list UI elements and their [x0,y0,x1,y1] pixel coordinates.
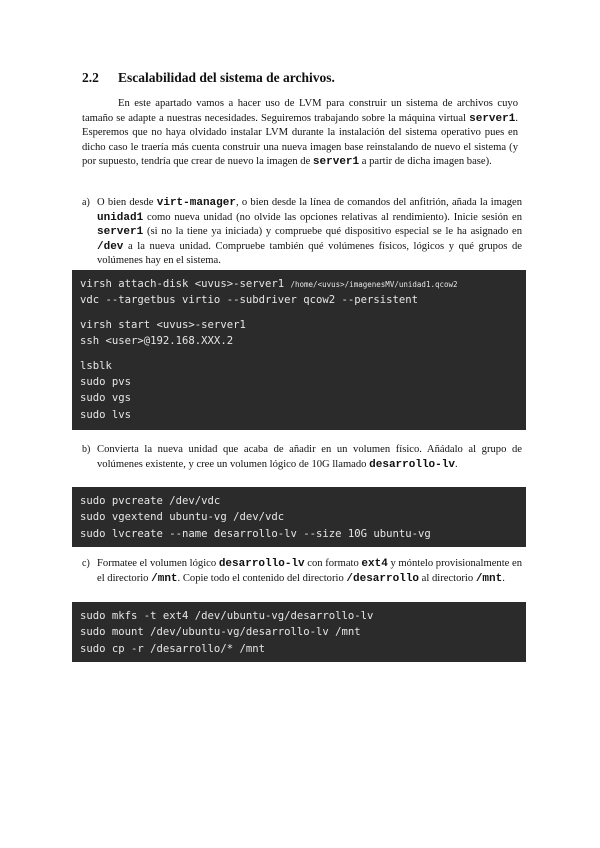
item-text-run: como nueva unidad (no olvide las opciones relativas al rendimiento). Inicie sesión en [143,211,522,223]
code-line: virsh start <uvus>-server1 [80,318,246,331]
item-text [97,196,522,269]
inline-code: unidad1 [97,211,144,224]
code-line: sudo mount /dev/ubuntu-vg/desarrollo-lv /mnt [80,626,361,639]
item-marker: c) [82,558,90,569]
code-line: sudo pvcreate /dev/vdc [80,495,221,507]
item-text [97,443,522,472]
item-text-run: O bien desde [97,197,157,208]
item-text-run: y móntelo provisionalmente en el directorio [97,558,522,584]
intro-text: . Esperemos que no haya olvidado instalar LVM durante la instalación del sistema operativo pues en dicho caso le traería más cuenta construir una nueva imagen base reinstalando de nuevo el sistema (y por supuesto, tendría que crear de nuevo la imagen de [82,112,518,168]
inline-code: ext4 [361,558,388,570]
inline-code: /mnt [475,572,503,585]
code-block-c [72,602,526,662]
code-path: /home/<uvus>/imagenesMV/unidad1.qcow2 [290,280,458,289]
item-text-run: . [454,458,458,470]
item-text [97,557,522,586]
item-marker: a) [82,197,90,208]
code-line: ssh <user>@192.168.XXX.2 [80,335,234,348]
code-line [80,276,518,292]
section-heading [82,70,522,86]
item-text-run: (si no la tiene ya iniciada) y compruebe qué dispositivo especial se le ha asignado en [143,226,522,238]
inline-code: server1 [469,112,516,125]
item-text-run: , o bien desde la línea de comandos del anfitrión, añada la imagen [235,197,522,208]
code-line: lsblk [80,359,112,372]
item-text-run: Formatee el volumen lógico [97,558,219,569]
code-line: sudo vgextend ubuntu-vg /dev/vdc [80,511,285,524]
inline-code: desarrollo-lv [369,458,455,471]
intro-paragraph [82,97,518,170]
code-line: sudo mkfs -t ext4 /dev/ubuntu-vg/desarrollo-lv [80,610,374,622]
intro-text: En este apartado vamos a hacer uso de LVM para construir un sistema de archivos cuyo tamaño se adapte a nuestras necesidades. Seguiremos trabajando sobre la máquina virtual [82,98,518,124]
code-text: virsh attach-disk <uvus>-server1 [80,278,291,290]
item-text-run: a la nueva unidad. Compruebe también qué volúmenes físicos, lógicos y qué grupos de volúmenes hay en el sistema. [97,240,522,267]
item-marker: b) [82,444,91,455]
code-block-b [72,487,526,547]
inline-code: server1 [312,156,360,169]
inline-code: server1 [97,226,144,239]
code-line: sudo lvcreate --name desarrollo-lv --size 10G ubuntu-vg [80,527,431,540]
code-line: sudo lvs [80,408,132,421]
inline-code: /dev [97,240,124,253]
code-gap [80,309,518,317]
section-title: Escalabilidad del sistema de archivos. [118,70,335,85]
code-line: sudo cp -r /desarrollo/* /mnt [80,642,265,655]
code-gap [80,350,518,358]
code-line: vdc --targetbus virtio --subdriver qcow2 --persistent [80,294,419,307]
exercise-item-b [82,443,522,472]
code-block-a [72,270,526,430]
item-text-run: . Copie todo el contenido del directorio [177,572,347,584]
code-line: sudo pvs [80,375,132,388]
item-text-run: al directorio [419,572,476,584]
item-text-run: con formato [304,558,362,569]
inline-code: /mnt [151,572,178,585]
inline-code: virt-manager [156,197,236,209]
exercise-item-a [82,196,522,269]
exercise-item-c [82,557,522,586]
section-number: 2.2 [82,70,99,85]
item-text-run: Convierta la nueva unidad que acaba de añadir en un volumen físico. Añádalo al grupo de volúmenes existente, y cree un volumen lógico de 10G llamado [97,444,522,470]
intro-text: a partir de dicha imagen base). [359,156,492,168]
code-line: sudo vgs [80,392,132,405]
item-text-run: . [502,572,505,584]
inline-code: desarrollo-lv [218,558,305,570]
inline-code: /desarrollo [346,572,420,585]
